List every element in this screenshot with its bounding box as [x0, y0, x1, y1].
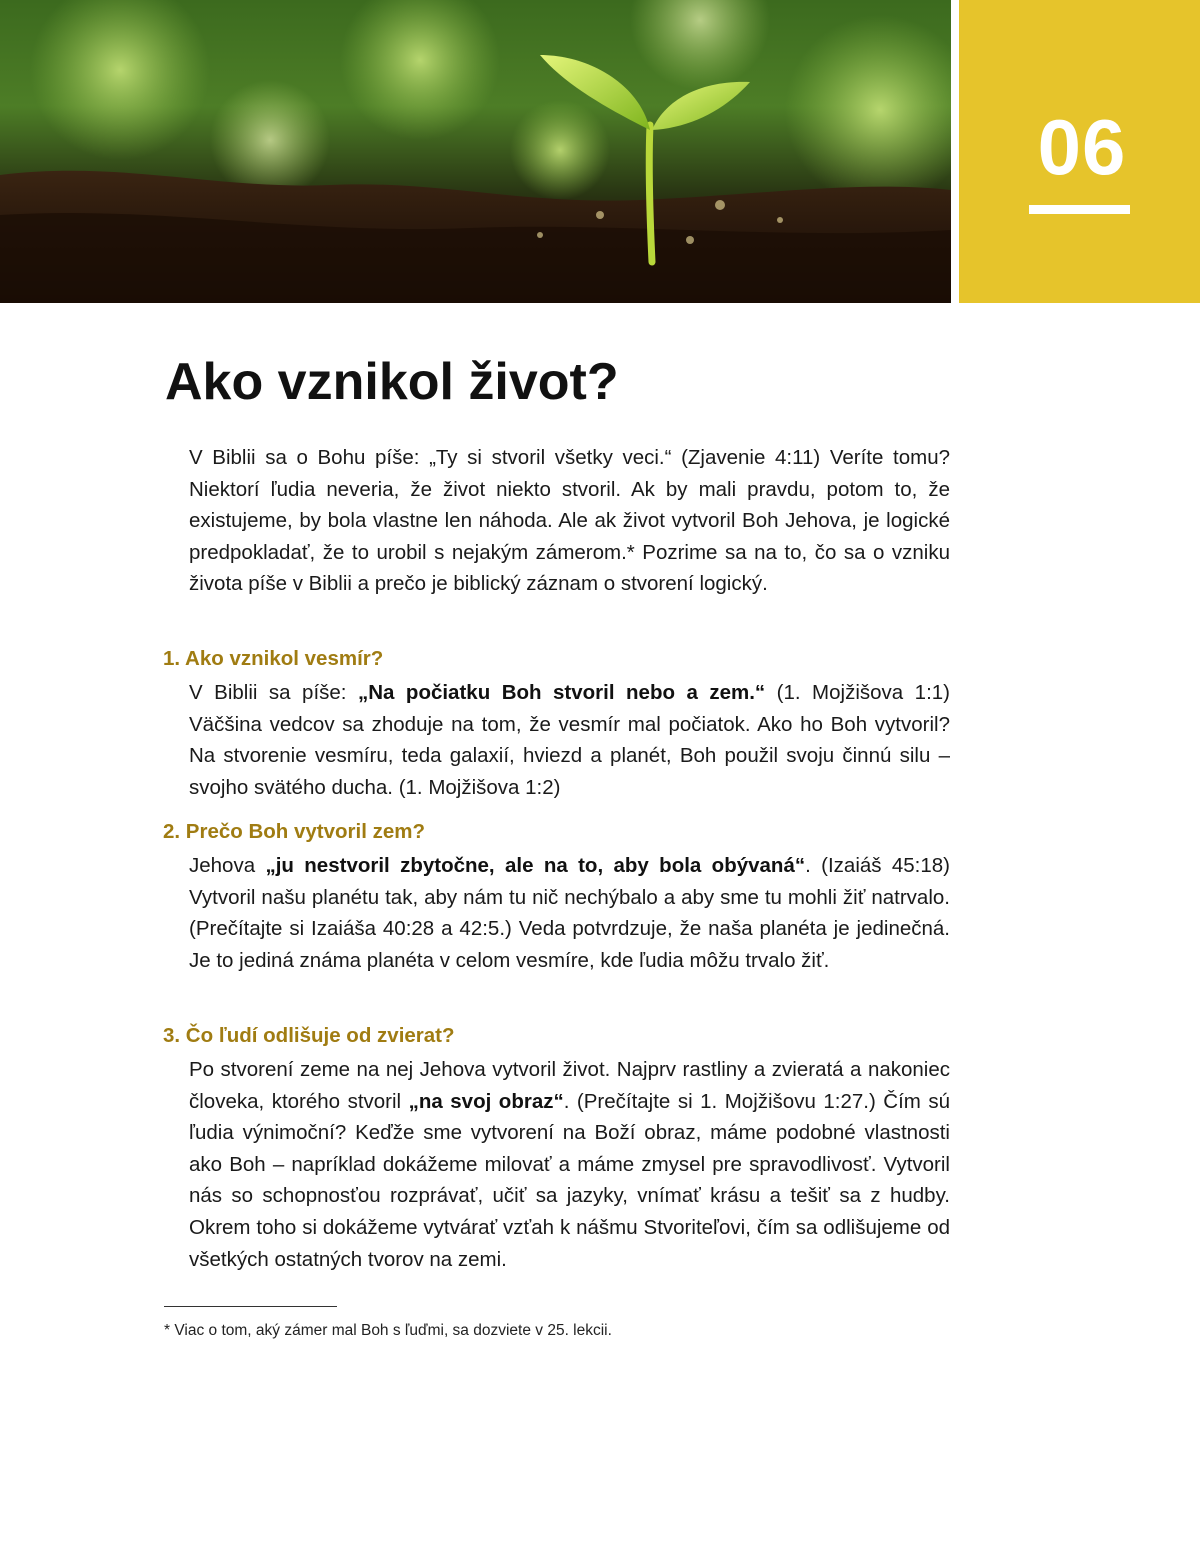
lesson-number: 06 — [1037, 103, 1127, 191]
section-1-quote: „Na počiatku Boh stvoril nebo a zem.“ — [357, 681, 766, 704]
lesson-badge — [959, 0, 1200, 303]
section-1-paragraph: V Biblii sa píše: „Na počiatku Boh stvoril nebo a zem.“ (1. Mojžišova 1:1) Väčšina vedcov sa zhoduje na tom, že vesmír mal počiatok. Ako ho Boh vytvoril? Na stvorenie vesmíru, teda galaxií, hviezd a planét, Boh použil svoju činnú silu – svojho svätého ducha. (1. Mojžišova 1:2) — [189, 681, 950, 799]
footnote-divider — [164, 1306, 337, 1307]
header-photo-seedling — [0, 0, 951, 303]
footnote: * Viac o tom, aký zámer mal Boh s ľuďmi, sa dozviete v 25. lekcii. — [164, 1322, 612, 1339]
section-1-heading: 1. Ako vznikol vesmír? — [163, 647, 384, 670]
lesson-underline — [1029, 205, 1130, 214]
section-3-quote: „na svoj obraz“ — [408, 1089, 564, 1113]
intro-paragraph: V Biblii sa o Bohu píše: „Ty si stvoril všetky veci.“ (Zjavenie 4:11) Veríte tomu? Niektorí ľudia neveria, že život niekto stvoril. Ak by mali pravdu, potom to, že existujeme, by bola vlastne len náhoda. Ale ak život vytvoril Boh Jehova, je logické predpokladať, že to urobil s nejakým zámerom.* Pozrime sa na to, čo sa o vzniku života píše v Biblii a prečo je biblický záznam o stvorení logický. — [189, 446, 950, 596]
section-2-heading: 2. Prečo Boh vytvoril zem? — [163, 820, 426, 843]
page-title: Ako vznikol život? — [165, 353, 619, 411]
section-2-paragraph: Jehova „ju nestvoril zbytočne, ale na to, aby bola obývaná“. (Izaiáš 45:18) Vytvoril našu planétu tak, aby nám tu nič nechýbalo a aby sme tu mohli žiť natrvalo. (Prečítajte si Izaiáša 40:28 a 42:5.) Veda potvrdzuje, že naša planéta je jedinečná. Je to jediná známa planéta v celom vesmíre, kde ľudia môžu trvalo žiť. — [189, 854, 950, 972]
section-2-quote: „ju nestvoril zbytočne, ale na to, aby bola obývaná“ — [265, 854, 806, 877]
section-3-heading: 3. Čo ľudí odlišuje od zvierat? — [163, 1024, 455, 1047]
section-3-paragraph: Po stvorení zeme na nej Jehova vytvoril život. Najprv rastliny a zvieratá a nakoniec človeka, ktorého stvoril „na svoj obraz“. (Prečítajte si 1. Mojžišovu 1:27.) Čím sú ľudia výnimoční? Keďže sme vytvorení na Boží obraz, máme podobné vlastnosti ako Boh – napríklad dokážeme milovať a máme zmysel pre spravodlivosť. Vytvoril nás so schopnosťou rozprávať, učiť sa jazyky, vnímať krásu a tešiť sa z hudby. Okrem toho si dokážeme vytvárať vzťah k nášmu Stvoriteľovi, čím sa odlišujeme od všetkých ostatných tvorov na zemi. — [189, 1058, 950, 1271]
seedling-illustration — [0, 0, 951, 303]
